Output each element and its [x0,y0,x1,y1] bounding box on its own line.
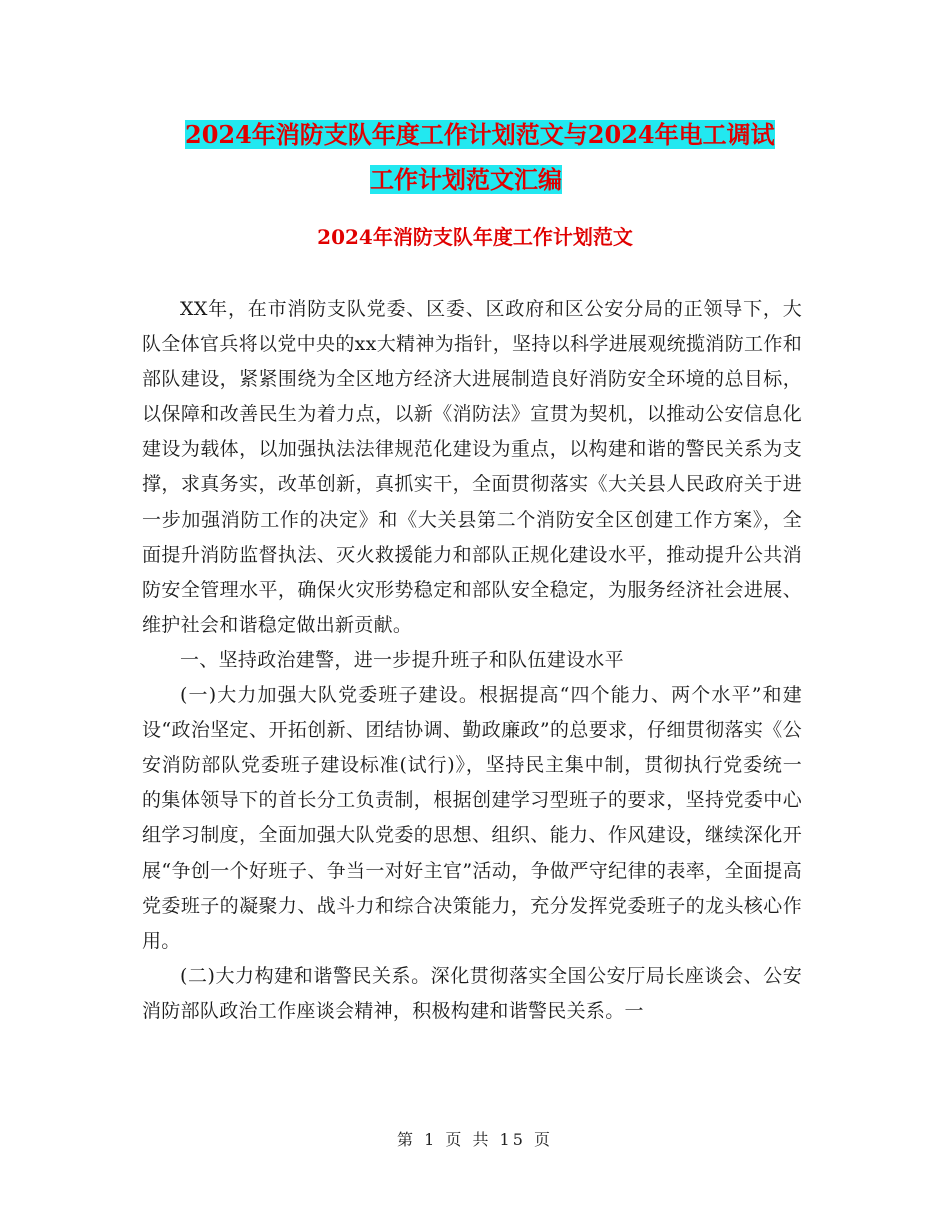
body-heading: 一、坚持政治建警，进一步提升班子和队伍建设水平 [180,648,624,671]
section-title: 2024年消防支队年度工作计划范文 [317,225,633,249]
body-paragraph: XX年，在市消防支队党委、区委、区政府和区公安分局的正领导下，大队全体官兵将以党中央的xx大精神为指针，坚持以科学进展观统揽消防工作和部队建设，紧紧围绕为全区地方经济大进展制造良好消防安全环境的总目标，以保障和改善民生为着力点，以新《消防法》宣贯为契机，以推动公安信息化建设为载体，以加强执法法律规范化建设为重点，以构建和谐的警民关系为支撑，求真务实，改革创新，真抓实干，全面贯彻落实《大关县人民政府关于进一步加强消防工作的决定》和《大关县第二个消防安全区创建工作方案》，全面提升消防监督执法、灭火救援能力和部队正规化建设水平，推动提升公共消防安全管理水平，确保火灾形势稳定和部队安全稳定，为服务经济社会进展、维护社会和谐稳定做出新贡献。 [142,298,802,636]
document-title-line2: 工作计划范文汇编 [370,165,562,194]
page-number-footer: 第 1 页 共 15 页 [397,1130,553,1149]
document-body [142,292,802,1029]
body-paragraph: (二)大力构建和谐警民关系。深化贯彻落实全国公安厅局长座谈会、公安消防部队政治工作座谈会精神，积极构建和谐警民关系。一 [142,964,802,1022]
document-title [185,112,825,202]
body-paragraph: (一)大力加强大队党委班子建设。根据提高“四个能力、两个水平”和建设“政治坚定、开拓创新、团结协调、勤政廉政”的总要求，仔细贯彻落实《公安消防部队党委班子建设标准(试行)》，坚持民主集中制，贯彻执行党委统一的集体领导下的首长分工负责制，根据创建学习型班子的要求，坚持党委中心组学习制度，全面加强大队党委的思想、组织、能力、作风建设，继续深化开展“争创一个好班子、争当一对好主官”活动，争做严守纪律的表率，全面提高党委班子的凝聚力、战斗力和综合决策能力，充分发挥党委班子的龙头核心作用。 [142,684,802,952]
document-title-line1: 2024年消防支队年度工作计划范文与2024年电工调试 [185,120,775,149]
